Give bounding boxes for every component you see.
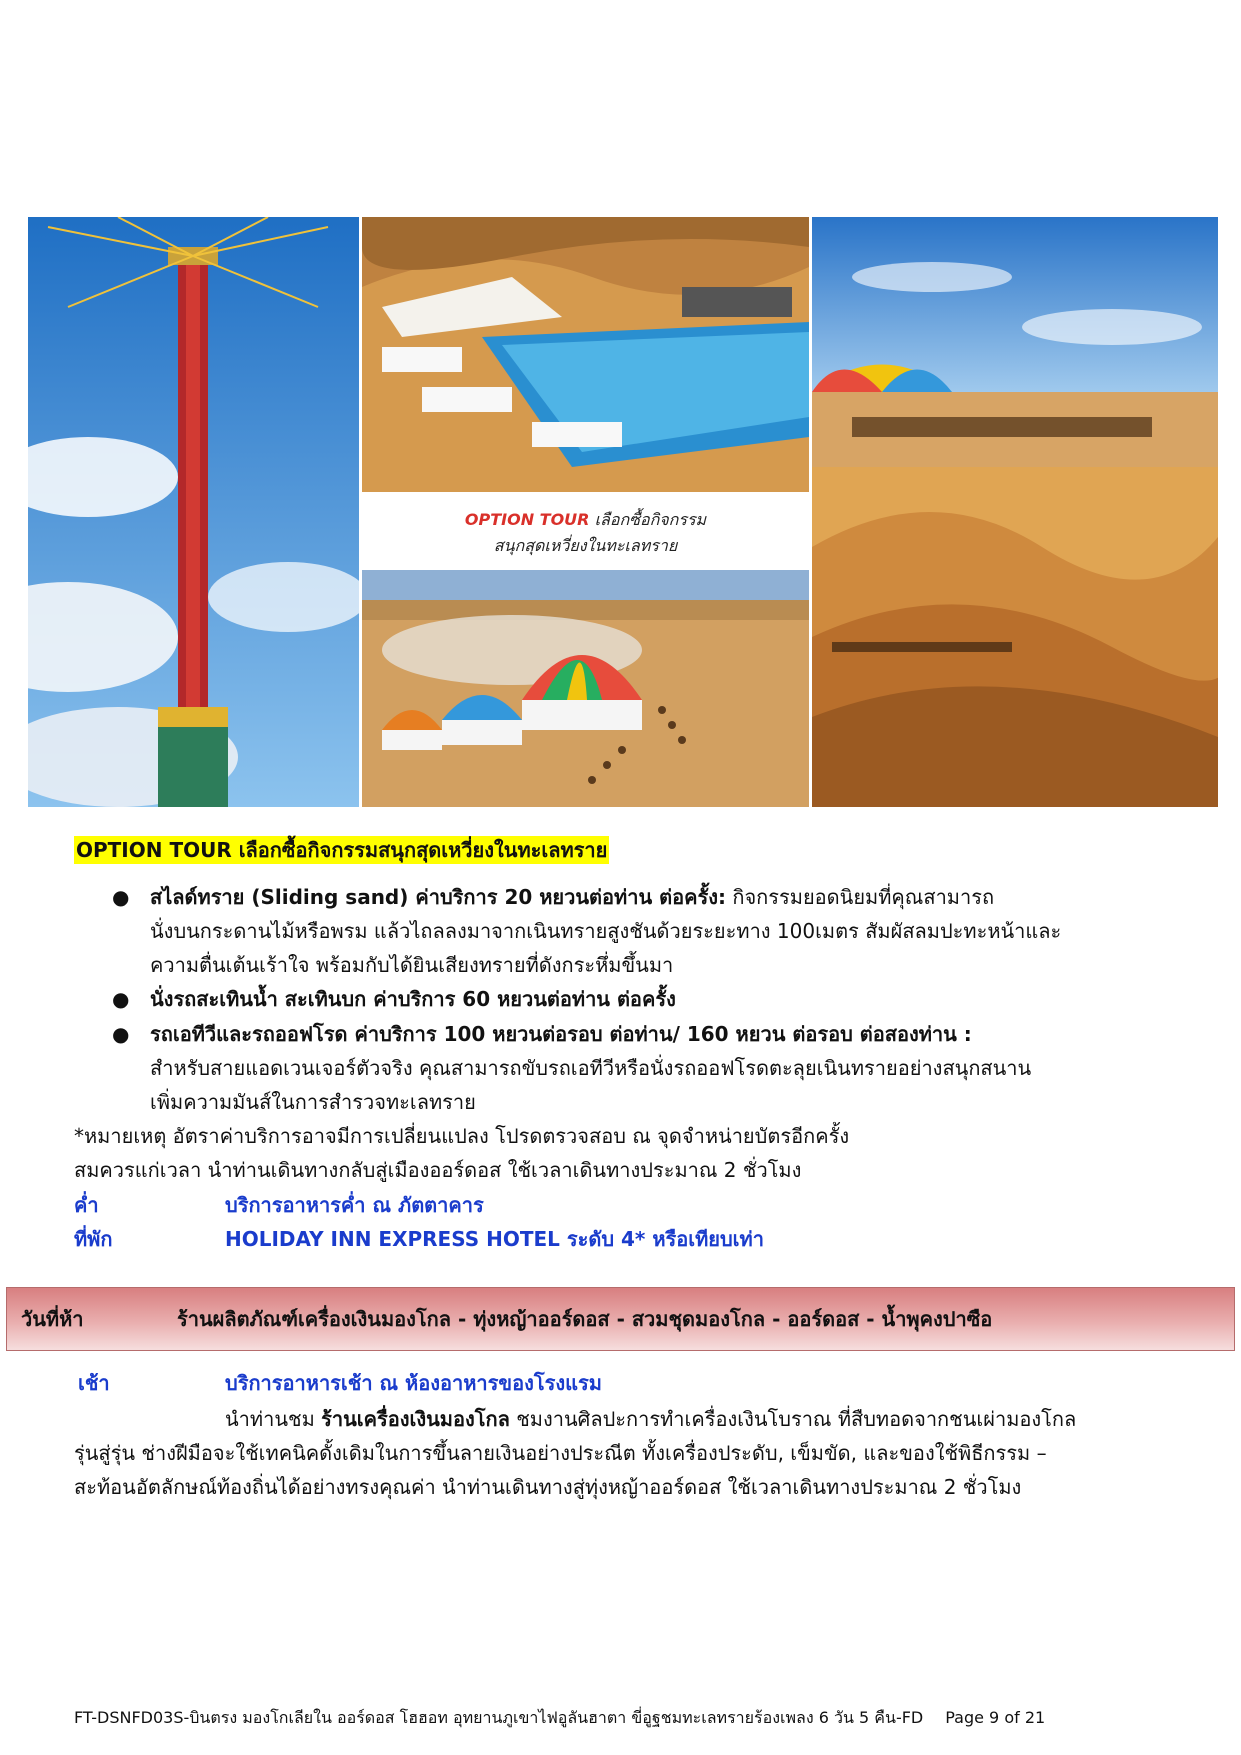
day-5-paragraph-line-3: สะท้อนอัตลักษณ์ท้องถิ่นได้อย่างทรงคุณค่า นำท่านเดินทางสู่ทุ่งหญ้าออร์ดอส ใช้เวลาเดินทางประมาณ 2 ชั่วโมง (74, 1475, 1022, 1499)
bullet-1-marker: ● (112, 885, 130, 909)
paragraph-prefix: นำท่านชม (225, 1407, 322, 1431)
desert-pool-photo (362, 217, 809, 492)
paragraph-suffix: ชมงานศิลปะการทำเครื่องเงินโบราณ ที่สืบทอดจากชนเผ่ามองโกล (509, 1407, 1077, 1431)
bullet-3-line-3: เพิ่มความมันส์ในการสำรวจทะเลทราย (150, 1090, 476, 1114)
breakfast-label: เช้า (78, 1371, 110, 1395)
day-5-paragraph-line-1 (225, 1402, 1076, 1436)
day-5-route: ร้านผลิตภัณฑ์เครื่องเงินมองโกล - ทุ่งหญ้าออร์ดอส - สวมชุดมองโกล - ออร์ดอส - น้ำพุคงปาซือ (177, 1307, 993, 1331)
price-note: *หมายเหตุ อัตราค่าบริการอาจมีการเปลี่ยนแปลง โปรดตรวจสอบ ณ จุดจำหน่ายบัตรอีกครั้ง (74, 1124, 850, 1148)
collage-caption-line1 (362, 508, 809, 533)
bullet-1-text: กิจกรรมยอดนิยมที่คุณสามารถ (725, 885, 995, 909)
swing-tower-photo (28, 217, 359, 807)
page-number: Page 9 of 21 (945, 1708, 1046, 1727)
dinner-text: บริการอาหารค่ำ ณ ภัตตาคาร (225, 1193, 484, 1217)
day-5-paragraph-line-2: รุ่นสู่รุ่น ช่างฝีมือจะใช้เทคนิคดั้งเดิมในการขึ้นลายเงินอย่างประณีต ทั้งเครื่องประดับ, เข็มขัด, และของใช้พิธีกรรม – (74, 1441, 1047, 1465)
bullet-3-marker: ● (112, 1022, 130, 1046)
collage-caption-line2: สนุกสุดเหวี่ยงในทะเลทราย (493, 536, 678, 555)
collage-caption-highlight: OPTION TOUR (464, 510, 590, 529)
collage-caption (362, 492, 809, 570)
breakfast-text: บริการอาหารเช้า ณ ห้องอาหารของโรงแรม (225, 1371, 602, 1395)
page-footer (74, 1706, 1045, 1730)
hotel-text: HOLIDAY INN EXPRESS HOTEL ระดับ 4* หรือเทียบเท่า (225, 1227, 764, 1251)
day-5-banner (6, 1287, 1235, 1351)
day-5-label: วันที่ห้า (21, 1307, 84, 1331)
bullet-3-title: รถเอทีวีและรถออฟโรด ค่าบริการ 100 หยวนต่อรอบ ต่อท่าน/ 160 หยวน ต่อรอบ ต่อสองท่าน : (150, 1022, 972, 1046)
bullet-1-line-3: ความตื่นเต้นเร้าใจ พร้อมกับได้ยินเสียงทรายที่ดังกระหึ่มขึ้นมา (150, 953, 674, 977)
bullet-1-line-1 (150, 880, 994, 914)
footer-text: FT-DSNFD03S-บินตรง มองโกเลียใน ออร์ดอส โฮฮอท อุทยานภูเขาไฟอูลันฮาตา ขี่อูฐชมทะเลทรายร้องเพลง 6 วัน 5 คืน-FD (74, 1708, 924, 1727)
bullet-2-title: นั่งรถสะเทินน้ำ สะเทินบก ค่าบริการ 60 หยวนต่อท่าน ต่อครั้ง (150, 987, 676, 1011)
hotel-label: ที่พัก (74, 1227, 113, 1251)
desert-camp-photo (362, 570, 809, 807)
bullet-1-line-2: นั่งบนกระดานไม้หรือพรม แล้วไถลลงมาจากเนินทรายสูงชันด้วยระยะทาง 100เมตร สัมผัสลมปะทะหน้าและ (150, 919, 1062, 943)
return-text: สมควรแก่เวลา นำท่านเดินทางกลับสู่เมืองออร์ดอส ใช้เวลาเดินทางประมาณ 2 ชั่วโมง (74, 1158, 802, 1182)
collage-caption-rest: เลือกซื้อกิจกรรม (589, 510, 707, 529)
bullet-2-marker: ● (112, 987, 130, 1011)
photo-collage (28, 217, 1218, 807)
dinner-label: ค่ำ (74, 1193, 99, 1217)
option-tour-heading: OPTION TOUR เลือกซื้อกิจกรรมสนุกสุดเหวี่ยงในทะเลทราย (76, 838, 608, 862)
bullet-3-line-2: สำหรับสายแอดเวนเจอร์ตัวจริง คุณสามารถขับรถเอทีวีหรือนั่งรถออฟโรดตะลุยเนินทรายอย่างสนุกสนาน (150, 1056, 1032, 1080)
bullet-1-title: สไลด์ทราย (Sliding sand) ค่าบริการ 20 หยวนต่อท่าน ต่อครั้ง: (150, 885, 726, 909)
silver-shop-name: ร้านเครื่องเงินมองโกล (321, 1407, 510, 1431)
camel-dunes-photo (812, 217, 1218, 807)
